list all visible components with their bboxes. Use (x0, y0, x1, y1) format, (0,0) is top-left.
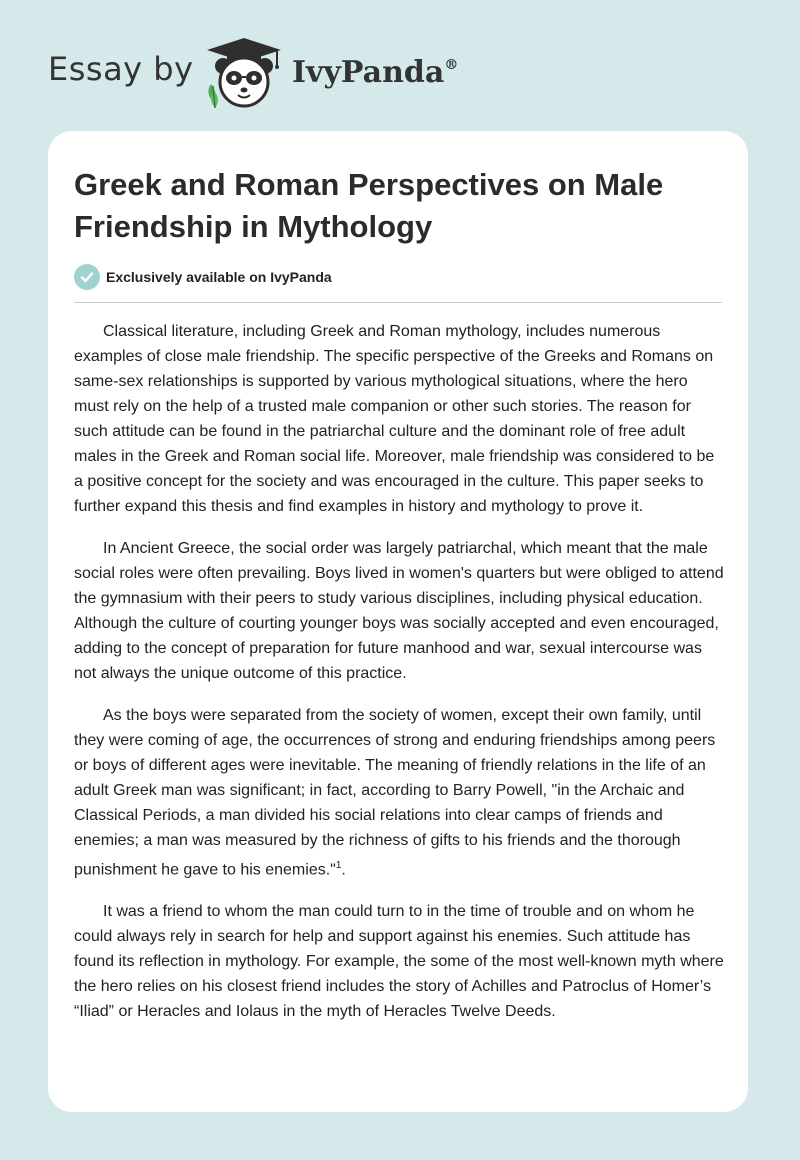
paragraph-3-end: . (341, 861, 346, 879)
registered-mark: ® (444, 57, 459, 73)
check-icon (74, 264, 100, 290)
site-header (0, 0, 800, 130)
exclusive-badge (74, 264, 332, 290)
essay-card (48, 131, 748, 1112)
page-title: Greek and Roman Perspectives on Male Friendship in Mythology (74, 167, 664, 244)
brand-name[interactable] (292, 55, 458, 90)
paragraph-3 (74, 703, 724, 882)
essay-by-label: Essay by (48, 50, 194, 88)
paragraph-1: Classical literature, including Greek and Roman mythology, includes numerous examples of close male friendship. The specific perspective of the Greeks and Romans on same-sex relationships is supported by various mythological situations, where the hero must rely on the help of a trusted male companion or other such stories. The reason for such attitude can be found in the patriarchal culture and the dominant role of free adult males in the Greek and Roman social life. Moreover, male friendship was considered to be a positive concept for the society and was encouraged in the culture. This paper seeks to further expand this thesis and find examples in history and mythology to prove it. (74, 323, 715, 515)
divider (74, 302, 722, 303)
paragraph-2: In Ancient Greece, the social order was largely patriarchal, which meant that the male social roles were often prevailing. Boys lived in women's quarters but were obliged to attend the gymnasium with their peers to study various disciplines, including physical education. Although the culture of courting younger boys was socially accepted and even encouraged, adding to the concept of preparation for future manhood and war, sexual intercourse was not always the unique outcome of this practice. (74, 540, 724, 682)
badge-label: Exclusively available on IvyPanda (106, 269, 332, 285)
panda-logo-icon[interactable] (203, 36, 285, 110)
brand-text: IvyPanda (292, 55, 445, 90)
paragraph-3-text: As the boys were separated from the society of women, except their own family, until they were coming of age, the occurrences of strong and enduring friendships among peers or boys of different ages were inevitable. The meaning of friendly relations in the life of an adult Greek man was significant; in fact, according to Barry Powell, "in the Archaic and Classical Periods, a man divided his social relations into clear camps of friends and enemies; a man was measured by the richness of gifts to his friends and the thorough punishment he gave to his enemies." (74, 707, 716, 879)
footnote-1[interactable]: 1 (335, 860, 342, 871)
paragraph-4: It was a friend to whom the man could turn to in the time of trouble and on whom he could always rely in search for help and support against his enemies. Such attitude has found its reflection in mythology. For example, the some of the most well-known myth where the hero relies on his closest friend includes the story of Achilles and Patroclus of Homer’s “Iliad” or Heracles and Iolaus in the myth of Heracles Twelve Deeds. (74, 903, 724, 1021)
article-body (74, 319, 724, 1041)
